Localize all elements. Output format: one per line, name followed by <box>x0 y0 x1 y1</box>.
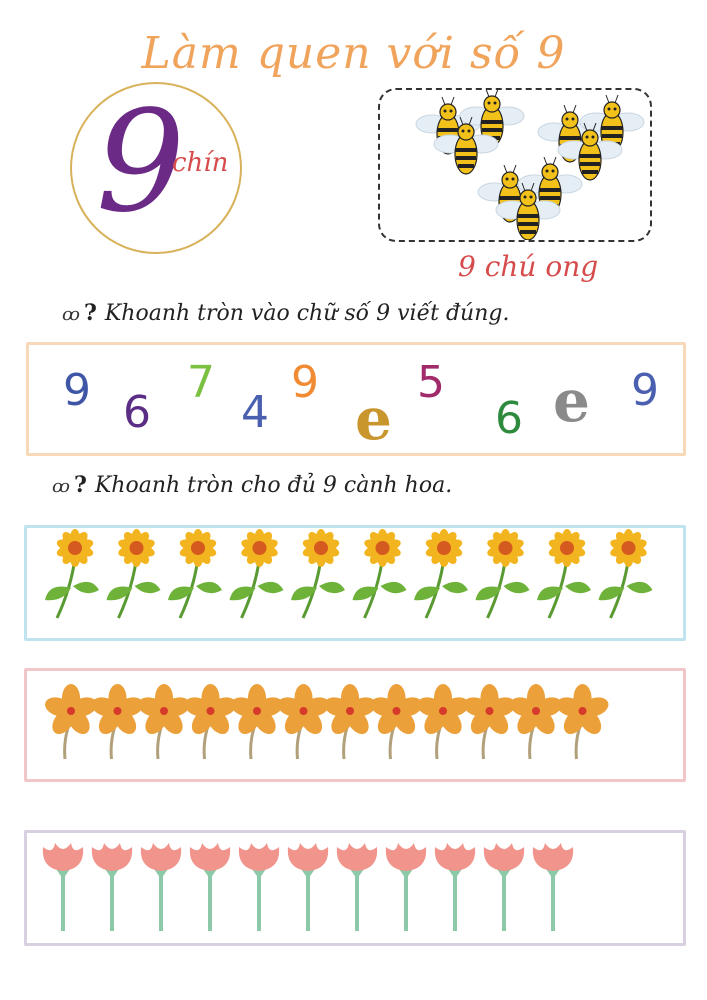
digit-option[interactable]: 6 <box>495 393 523 444</box>
number-word: chín <box>172 148 229 178</box>
sunflower-strip <box>24 525 686 641</box>
instruction-2 <box>52 472 452 498</box>
sunflower-icon[interactable] <box>45 529 99 618</box>
pink-tulip-row <box>27 833 677 937</box>
sunflower-row <box>27 528 677 632</box>
pink-tulip-icon[interactable] <box>337 843 377 931</box>
orange-flower-icon[interactable] <box>322 684 379 759</box>
sunflower-icon[interactable] <box>476 529 530 618</box>
pink-tulip-strip <box>24 830 686 946</box>
pink-tulip-icon[interactable] <box>141 843 181 931</box>
question-mark-icon: ? <box>83 300 97 326</box>
pink-tulip-icon[interactable] <box>386 843 426 931</box>
digit-option[interactable]: 5 <box>417 357 445 408</box>
big-number-nine: 9 <box>96 81 186 244</box>
orange-flower-icon[interactable] <box>182 684 239 759</box>
digit-strip <box>26 342 686 456</box>
instruction-1 <box>62 300 509 326</box>
pink-tulip-icon[interactable] <box>484 843 524 931</box>
digit-option[interactable]: 6 <box>123 387 151 438</box>
pink-tulip-icon[interactable] <box>190 843 230 931</box>
digit-option[interactable]: e <box>553 367 590 435</box>
sunflower-icon[interactable] <box>537 529 591 618</box>
bee-group <box>380 90 650 240</box>
digit-option[interactable]: e <box>355 385 392 453</box>
bee-box <box>378 88 652 242</box>
sunflower-icon[interactable] <box>353 529 407 618</box>
digit-option[interactable]: 7 <box>187 357 215 408</box>
sunflower-icon[interactable] <box>168 529 222 618</box>
sunflower-icon[interactable] <box>291 529 345 618</box>
sunflower-icon[interactable] <box>599 529 653 618</box>
orange-flower-icon[interactable] <box>89 684 146 759</box>
orange-flower-icon[interactable] <box>415 684 472 759</box>
orange-flower-icon[interactable] <box>368 684 425 759</box>
question-mark-icon: ? <box>73 472 87 498</box>
orange-flower-icon[interactable] <box>461 684 518 759</box>
instruction-1-text: Khoanh tròn vào chữ số 9 viết đúng. <box>104 301 510 326</box>
pink-tulip-icon[interactable] <box>92 843 132 931</box>
orange-flower-icon[interactable] <box>554 684 611 759</box>
orange-flower-strip <box>24 668 686 782</box>
sunflower-icon[interactable] <box>107 529 161 618</box>
digit-option[interactable]: 9 <box>291 357 319 408</box>
orange-flower-icon[interactable] <box>136 684 193 759</box>
pink-tulip-icon[interactable] <box>43 843 83 931</box>
sunflower-icon[interactable] <box>230 529 284 618</box>
pink-tulip-icon[interactable] <box>239 843 279 931</box>
bee-caption: 9 chú ong <box>458 250 599 283</box>
pink-tulip-icon[interactable] <box>435 843 475 931</box>
digit-option[interactable]: 4 <box>241 387 269 438</box>
eyes-icon: ꝏ <box>52 476 70 497</box>
instruction-2-text: Khoanh tròn cho đủ 9 cành hoa. <box>94 473 453 498</box>
orange-flower-icon[interactable] <box>43 684 100 759</box>
page-title: Làm quen với số 9 <box>141 28 566 79</box>
digit-option[interactable]: 9 <box>631 365 659 416</box>
orange-flower-icon[interactable] <box>275 684 332 759</box>
eyes-icon: ꝏ <box>62 304 80 325</box>
digit-option[interactable]: 9 <box>63 365 91 416</box>
pink-tulip-icon[interactable] <box>288 843 328 931</box>
pink-tulip-icon[interactable] <box>533 843 573 931</box>
orange-flower-icon[interactable] <box>508 684 565 759</box>
orange-flower-icon[interactable] <box>229 684 286 759</box>
orange-flower-row <box>27 671 677 773</box>
sunflower-icon[interactable] <box>414 529 468 618</box>
